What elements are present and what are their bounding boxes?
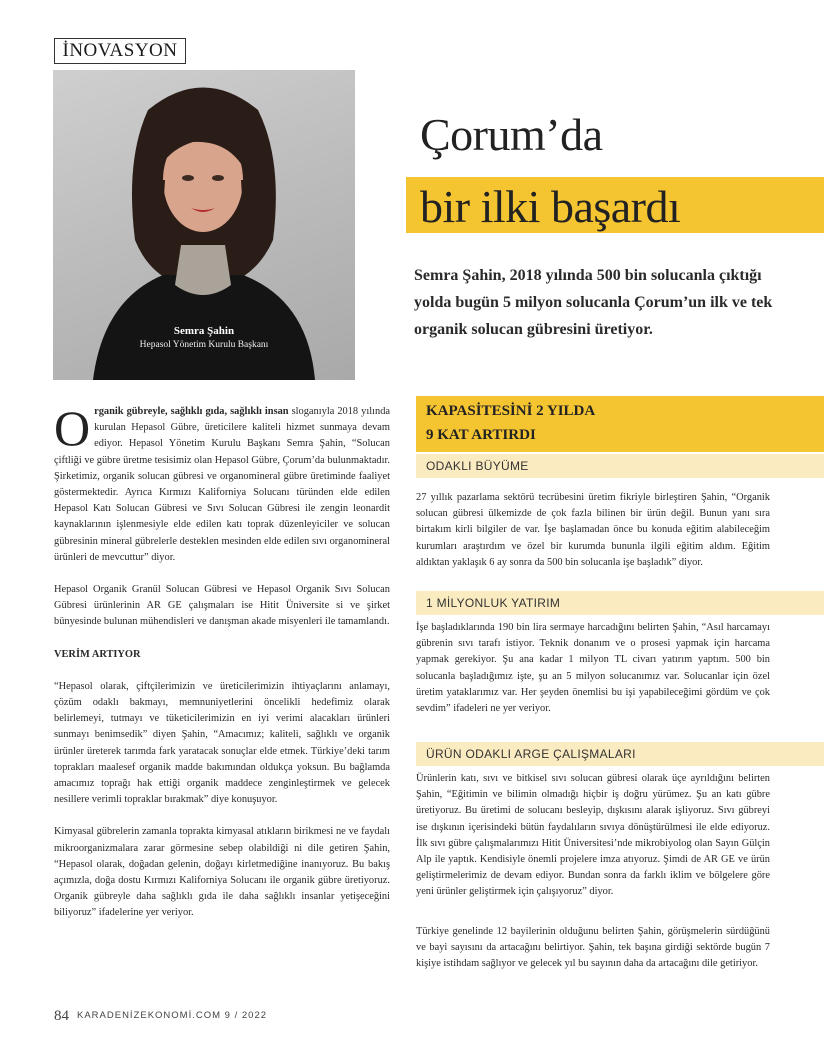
lead-paragraph: Semra Şahin, 2018 yılında 500 bin solucanla çıktığı yolda bugün 5 milyon solucanla Çorum’un ilk ve tek organik solucan gübresini üretiyor. bbox=[414, 267, 773, 338]
section-tag: İNOVASYON bbox=[54, 38, 186, 64]
paragraph-3: “Hepasol olarak, çiftçilerimizin ve üreticilerimizin ihtiyaçlarını anlamayı, çözüm odaklı bakmayı, memnuniyetlerini öncelikli hedefimiz olarak belirlemeyi, tutmayı ve tüketicilerimizin en iyi verimi alacakları ürünleri sunmayı benimsedik” diyen Şahin, “Amacımız; kaliteli, sağlıklı ve organik ürünler üreterek tarımda fark yaratacak sonuçlar elde etmek. Türkiye’deki tarım toprakları maalesef organik madde bakımından oldukça yoksun. Bu bağlamda amacımız toprağı hak ettiği organik maddece zenginleştirmek ve gelecek nesillere verimli topraklar bırakmak” diye konuşuyor. bbox=[54, 680, 390, 806]
paragraph-4: Kimyasal gübrelerin zamanla toprakta kimyasal atıkların birikmesi ne ve faydalı mikroorganizmalara zarar görmesine sebep olabildiği ni dile getiren Şahin, “Hepasol olarak, doğadan gelenin, doğayı kirletmediğine inanıyoruz. Bu bakış açımızla, doğa dostu Kırmızı Kaliforniya Solucanı ile organik gübre üretiyoruz. Organik gübreyle daha sağlıklı gıda ile daha sağlıklı insanlar yetişeceğini biliyoruz” ifadelerine yer veriyor. bbox=[54, 826, 390, 919]
caption-title: Hepasol Yönetim Kurulu Başkanı bbox=[139, 340, 269, 350]
headline-line-1: Çorum’da bbox=[420, 109, 603, 160]
intro-text: sloganıyla 2018 yılında kurulan Hepasol Gübre, üreticilere kaliteli hizmet sunmaya devam ediyor. Hepasol Yönetim Kurulu Başkanı Semra Şahin, “Solucan çiftliği ve gübre üretme tesisimiz olan Hepasol Gübre, Çorum’da bulunmaktadır. Şirketimiz, organik solucan gübresi ve organomineral gübre üretiminde faaliyet göstermektedir. Ayrıca Kırmızı Kaliforniya Solucanı türünden elde edilen Hepasol Katı Solucan Gübresi ve Sıvı Solucan Gübresi ile zengin leonardit kaynaklarının işlenmesiyle elde edilen katı toprak düzenleyiciler ve solucan gübresinin mineral gübrelerle desteklen mesinden elde edilen sıvı organomineral ürünleri de mevcuttur” diyor. bbox=[54, 406, 390, 563]
right-paragraph-1: 27 yıllık pazarlama sektörü tecrübesini üretim fikriyle birleştiren Şahin, “Organik solucan gübresi ülkemizde de çok fazla bilinen bir ürün değil. Bunun yanı sıra birtakım kirli bilgiler de var. İşe başlamadan önce bu konuda eğitim alabileceğim kurumları araştırdım ve özel bir kurumda bununla ilgili eğitim aldım. Eğitim aldıktan yaklaşık 6 ay sonra da 500 bin solucanla işe başladık” diyor. bbox=[416, 492, 770, 568]
right-paragraph-4: Türkiye genelinde 12 bayilerinin olduğunu belirten Şahin, görüşmelerin sürdüğünü ve bayi sayısını da artacağını belirtiyor. Şahin, tek başına girdiği sektörde bugün 7 kişiye istihdam sağlıyor ve gelecek yıl bu sayının daha da artacağını dile getiriyor. bbox=[416, 926, 770, 970]
band-label: 1 MİLYONLUK YATIRIM bbox=[426, 596, 561, 610]
band-label: ÜRÜN ODAKLI ARGE ÇALIŞMALARI bbox=[426, 747, 636, 761]
drop-cap: O bbox=[54, 400, 91, 456]
caption-name: Semra Şahin bbox=[173, 325, 235, 337]
capacity-title-2: 9 KAT ARTIRDI bbox=[426, 427, 536, 443]
right-paragraph-3: Ürünlerin katı, sıvı ve bitkisel sıvı solucan gübresi olarak üçe ayrıldığını belirten Şahin, “Eğitimin ve bilimin olmadığı hiçbir iş doğru yürümez. Şu an katı gübre üretiyoruz. Bu üretimi de solucanı besleyip, dışkısını alarak işliyoruz. Sıvı gübreyi ise dışkının içerisindeki bütün faydalıların sıvıya dönüştürülmesi ile elde ediyoruz. İlk sıvı gübre çalışmalarımızı Hitit Üniversitesi’nde mikrobiyolog olan Sayın Gülçin Alp ile yaptık. Kendisiyle önemli projelere imza atıyoruz. Şimdi de AR GE ve ürün geliştirmelerimiz de devam ediyor. Bundan sonra da farklı iklim ve bölgelere göre yeni ürünler geliştirmek için çalışıyoruz” diyor. bbox=[416, 773, 770, 898]
left-column bbox=[54, 400, 390, 938]
publication-name: KARADENİZEKONOMİ.COM 9 / 2022 bbox=[77, 1010, 268, 1021]
band-arge bbox=[416, 742, 824, 766]
page-footer bbox=[54, 1008, 267, 1025]
capacity-title-1: KAPASİTESİNİ 2 YILDA bbox=[426, 403, 596, 419]
intro-bold: rganik gübreyle, sağlıklı gıda, sağlıklı insan bbox=[94, 406, 289, 417]
right-paragraph-2: İşe başladıklarında 190 bin lira sermaye harcadığını belirten Şahin, “Asıl harcamayı gübrenin sıvı tarafı istiyor. Teknik donanım ve o prosesi yapmak için harcama yapmak gerekiyor. Şu ana kadar 1 milyon TL civarı yatırım yaptım. 500 bin solucanla başladığımız işte, şu an 5 milyon solucanımız var. Solucanlar için özel üretim yataklarımız var. Her şeyden önemlisi bu işi yapabileceğimi gördüm ve çok sevdim” ifadeleri ne yer veriyor. bbox=[416, 622, 770, 715]
band-yatirim bbox=[416, 591, 824, 615]
paragraph-2: Hepasol Organik Granül Solucan Gübresi ve Hepasol Organik Sıvı Solucan Gübresi ürünlerinin AR GE çalışmaları ise Hitit Üniversite si ve şirket bünyesinde bulunan mühendisleri ve danışman akade misyenleri ile tamamlandı. bbox=[54, 584, 390, 628]
page-number: 84 bbox=[54, 1008, 69, 1024]
band-odakli-buyume bbox=[416, 454, 824, 478]
intro-paragraph bbox=[54, 400, 390, 566]
band-label: ODAKLI BÜYÜME bbox=[426, 459, 529, 473]
headline-line-2: bir ilki başardı bbox=[420, 181, 681, 232]
capacity-box bbox=[416, 396, 824, 452]
portrait-photo bbox=[53, 70, 355, 380]
subhead-verim: VERİM ARTIYOR bbox=[54, 648, 141, 660]
